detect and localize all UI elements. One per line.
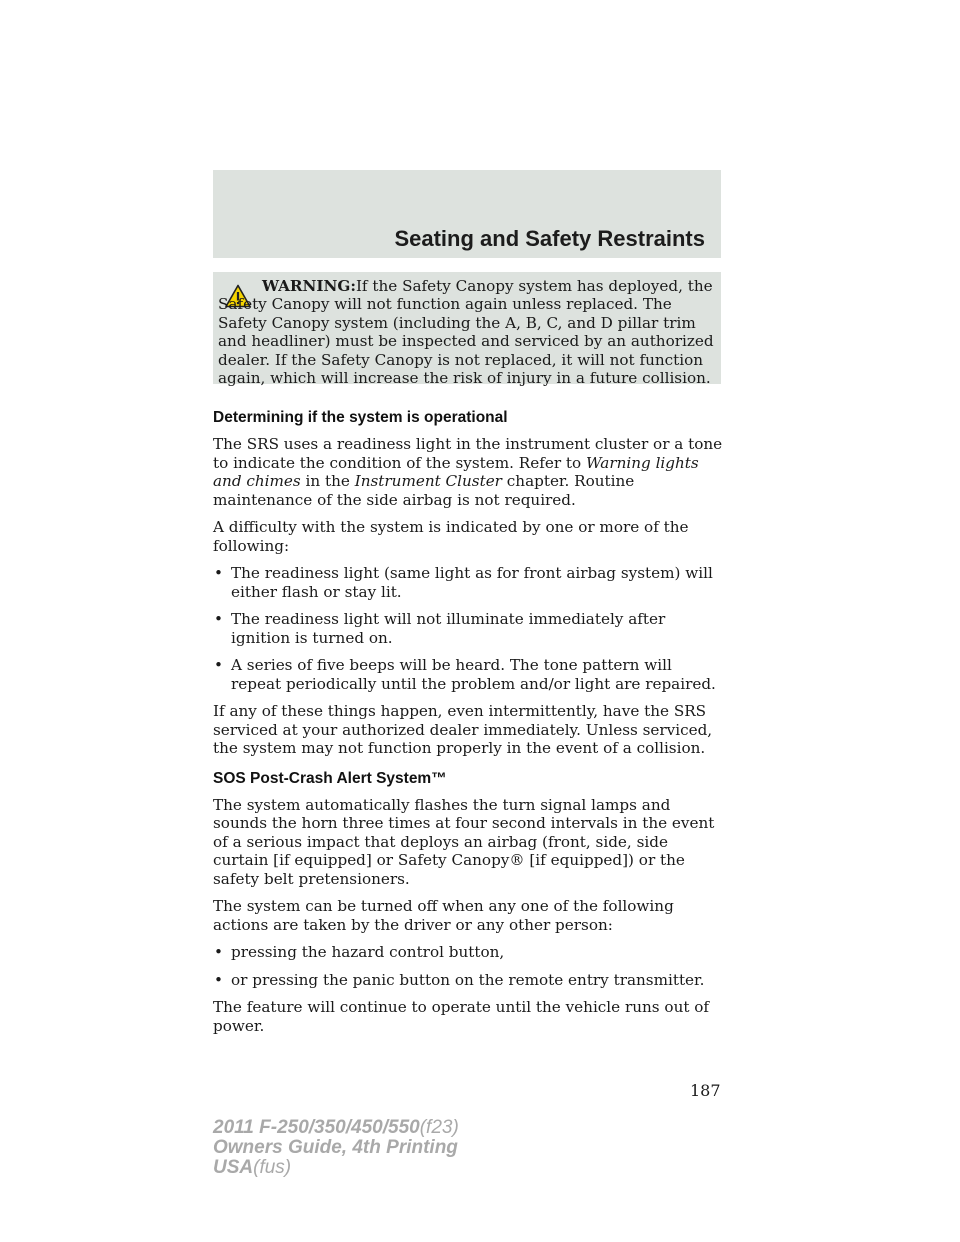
service-advice: If any of these things happen, even intermittently, have the SRS serviced at your authorized dealer immediately. Unless serviced, the system may not function properly in the event of a collision. — [213, 702, 713, 757]
page-body — [213, 409, 723, 1044]
section-heading-sos: SOS Post-Crash Alert System™ — [213, 769, 447, 787]
footer-guide-edition: Owners Guide, 4th Printing — [213, 1137, 458, 1158]
ref-instrument-cluster: Instrument Cluster — [354, 472, 502, 490]
footer-line-market — [213, 1158, 459, 1178]
intro-text: chapter. Routine maintenance of the side airbag is not required. — [213, 472, 635, 509]
footer-line-guide — [213, 1138, 459, 1158]
sos-description: The system automatically flashes the turn signal lamps and sounds the horn three times at four second intervals in the event of a serious impact that deploys an airbag (front, side, side curtain [if equipped] or Safety Canopy® [if equipped]) or the safety belt pretensioners. — [213, 795, 715, 888]
list-item — [213, 656, 723, 693]
list-item-text: A series of five beeps will be heard. The tone pattern will repeat periodically until the problem and/or light are repaired. — [231, 656, 716, 693]
list-item-text: or pressing the panic button on the remote entry transmitter. — [231, 970, 705, 989]
document-footer — [213, 1118, 459, 1178]
sos-action-list — [213, 943, 723, 989]
section-title: Seating and Safety Restraints — [394, 226, 705, 251]
warning-body: If the Safety Canopy system has deployed, the Safety Canopy will not function again unless replaced. The Safety Canopy system (including the A, B, C, and D pillar trim and headliner) must be inspected and serviced by an authorized dealer. If the Safety Canopy is not replaced, it will not function again, which will increase the risk of injury in a future collision. — [218, 277, 714, 388]
footer-model: 2011 F-250/350/450/550 — [213, 1117, 420, 1138]
list-item-text: The readiness light will not illuminate immediately after ignition is turned on. — [231, 610, 666, 647]
list-item — [213, 564, 723, 601]
section-heading-operational: Determining if the system is operational — [213, 409, 508, 426]
footer-line-model — [213, 1118, 459, 1138]
footer-model-code: (f23) — [419, 1117, 459, 1138]
bullet-icon: • — [214, 656, 223, 674]
warning-box — [213, 272, 721, 388]
list-item-text: The readiness light (same light as for front airbag system) will either flash or stay lit. — [231, 564, 713, 601]
warning-label: WARNING: — [262, 277, 356, 295]
intro-text: in the — [300, 472, 355, 490]
page-number: 187 — [690, 1081, 721, 1100]
intro-text: The SRS uses a readiness light in the instrument cluster or a tone to indicate the condition of the system. Refer to — [213, 435, 723, 472]
difficulty-list — [213, 564, 723, 693]
bullet-icon: • — [214, 610, 223, 628]
list-item — [213, 610, 723, 647]
footer-market-code: (fus) — [253, 1157, 292, 1178]
list-item — [213, 971, 723, 990]
footer-market: USA — [213, 1157, 254, 1178]
ref-warning-lights: Warning lights and chimes — [213, 453, 699, 490]
sos-power-note: The feature will continue to operate until the vehicle runs out of power. — [213, 998, 710, 1035]
bullet-icon: • — [214, 943, 223, 961]
section-header-band — [213, 170, 721, 258]
bullet-icon: • — [214, 564, 223, 582]
warning-text — [218, 277, 718, 387]
bullet-icon: • — [214, 970, 223, 989]
sos-turn-off-intro: The system can be turned off when any one of the following actions are taken by the driver or any other person: — [213, 897, 674, 934]
list-item — [213, 943, 723, 962]
operational-intro — [213, 435, 723, 509]
difficulty-intro: A difficulty with the system is indicated by one or more of the following: — [213, 518, 689, 555]
list-item-text: pressing the hazard control button, — [231, 943, 505, 961]
